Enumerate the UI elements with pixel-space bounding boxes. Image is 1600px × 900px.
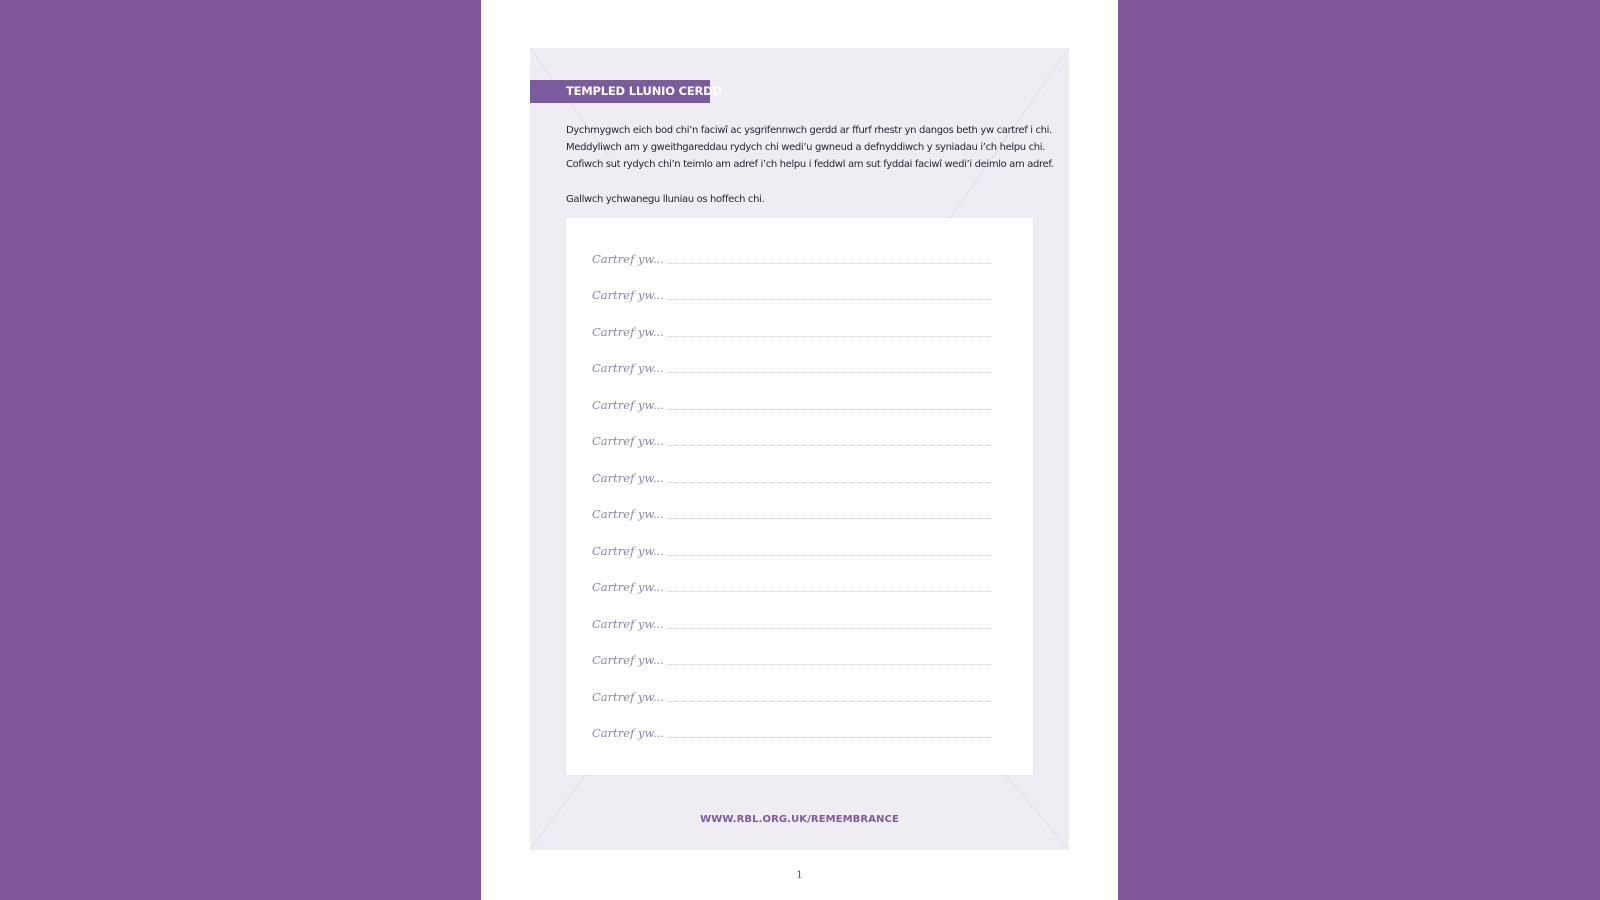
writing-line[interactable] (592, 574, 992, 594)
writing-line[interactable] (592, 465, 992, 485)
writing-line[interactable] (592, 647, 992, 667)
line-prompt: Cartref yw... (592, 690, 664, 704)
writing-line[interactable] (592, 246, 992, 266)
line-prompt: Cartref yw... (592, 507, 664, 521)
dotted-line (668, 335, 992, 337)
drawing-note: Gallwch ychwanegu lluniau os hoffech chi. (566, 194, 765, 205)
instruction-line: Cofiwch sut rydych chi’n teimlo am adref i’ch helpu i feddwl am sut fyddai faciwî wedi’i deimlo am adref. (566, 159, 1054, 170)
dotted-line (668, 517, 992, 519)
line-prompt: Cartref yw... (592, 617, 664, 631)
dotted-line (668, 590, 992, 592)
writing-line[interactable] (592, 720, 992, 740)
line-prompt: Cartref yw... (592, 325, 664, 339)
writing-line[interactable] (592, 319, 992, 339)
writing-line[interactable] (592, 355, 992, 375)
worksheet-title: TEMPLED LLUNIO CERDD (530, 80, 710, 103)
instruction-line: Dychmygwch eich bod chi’n faciwî ac ysgrifennwch gerdd ar ffurf rhestr yn dangos beth yw cartref i chi. (566, 125, 1052, 136)
instructions-paragraph (566, 122, 1054, 173)
line-prompt: Cartref yw... (592, 726, 664, 740)
dotted-line (668, 298, 992, 300)
page-number: 1 (796, 870, 803, 881)
writing-line[interactable] (592, 428, 992, 448)
dotted-line (668, 663, 992, 665)
document-page (481, 0, 1118, 900)
writing-area (566, 218, 1033, 775)
line-prompt: Cartref yw... (592, 544, 664, 558)
line-prompt: Cartref yw... (592, 252, 664, 266)
dotted-line (668, 408, 992, 410)
dotted-line (668, 627, 992, 629)
writing-line[interactable] (592, 684, 992, 704)
writing-line[interactable] (592, 501, 992, 521)
dotted-line (668, 700, 992, 702)
dotted-line (668, 736, 992, 738)
dotted-line (668, 554, 992, 556)
line-prompt: Cartref yw... (592, 653, 664, 667)
line-prompt: Cartref yw... (592, 361, 664, 375)
line-prompt: Cartref yw... (592, 471, 664, 485)
line-prompt: Cartref yw... (592, 580, 664, 594)
writing-line[interactable] (592, 538, 992, 558)
writing-line[interactable] (592, 611, 992, 631)
dotted-line (668, 481, 992, 483)
dotted-line (668, 444, 992, 446)
dotted-line (668, 262, 992, 264)
footer-url: WWW.RBL.ORG.UK/REMEMBRANCE (700, 814, 899, 825)
line-prompt: Cartref yw... (592, 398, 664, 412)
dotted-line (668, 371, 992, 373)
worksheet-panel (530, 48, 1069, 850)
writing-line[interactable] (592, 282, 992, 302)
instruction-line: Meddyliwch am y gweithgareddau rydych chi wedi’u gwneud a defnyddiwch y syniadau i’ch helpu chi. (566, 142, 1046, 153)
line-prompt: Cartref yw... (592, 434, 664, 448)
writing-line[interactable] (592, 392, 992, 412)
line-prompt: Cartref yw... (592, 288, 664, 302)
